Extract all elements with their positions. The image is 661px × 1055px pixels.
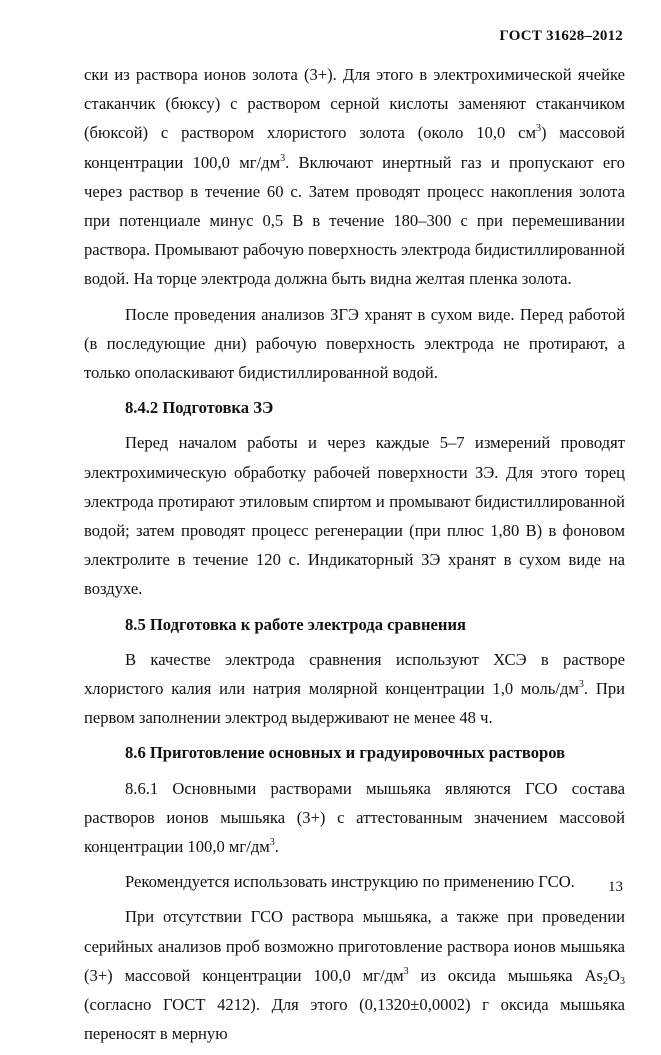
paragraph-recommendation: Рекомендуется использовать инструкцию по применению ГСО.: [125, 872, 575, 892]
page-number: 13: [608, 879, 623, 895]
paragraph-electrode-treatment: Перед началом работы и через каждые 5–7 измерений проводят электрохимическую обработку рабочей поверхности ЗЭ. Для этого торец электрода протирают этиловым спиртом и промывают бидистиллированной водой; затем проводят процесс регенерации (при плюс 1,80 В) в фоновом электролите в течение 120 с. Индикаторный ЗЭ хранят в сухом виде на воздухе.: [84, 433, 625, 599]
paragraph-storage: После проведения анализов ЗГЭ хранят в сухом виде. Перед работой (в последующие дни) рабочую поверхность электрода не протирают, а только ополаскивают бидистиллированной водой.: [84, 304, 625, 383]
section-heading-8-6: 8.6 Приготовление основных и градуировочных растворов: [125, 743, 566, 763]
paragraph-reference-electrode: В качестве электрода сравнения используют ХСЭ в растворе хлористого калия или натрия молярной концентрации 1,0 моль/$дм^3$. При первом заполнении электрод выдерживают не менее 48 ч.: [84, 649, 626, 728]
paragraph-8-6-1: 8.6.1 Основными растворами мышьяка являются ГСО состава растворов ионов мышьяка (3+) с аттестованным значением массовой концентрации 100,0 $мг/дм^3$.: [84, 778, 625, 857]
paragraph-gold-film: ски из раствора ионов золота (3+). Для этого в электрохимической ячейке стаканчик (бюксу) с раствором серной кислоты заменяют стаканчиком (бюксой) с раствором хлористого золота (около 10,0 $см^3$) массовой концентрации 100,0 $мг/дм^3$. Включают инертный газ и пропускают его через раствор в течение 60 с. Затем проводят процесс накопления золота при потенциале минус 0,5 В в течение 180–300 с при перемешивании раствора. Промывают рабочую поверхность электрода бидистиллированной водой. На торце электрода должна быть видна желтая пленка золота.: [84, 65, 625, 289]
paragraph-arsenic-preparation: При отсутствии ГСО раствора мышьяка, а также при проведении серийных анализов проб возможно приготовление раствора ионов мышьяка (3+) массовой концентрации 100,0 $мг/дм^3$ из оксида мышьяка $As_2O_3$ (согласно ГОСТ 4212). Для этого (0,1320±0,0002) г оксида мышьяка переносят в мерную: [84, 907, 625, 1044]
page-body: [84, 60, 625, 1055]
section-heading-8-5: 8.5 Подготовка к работе электрода сравнения: [125, 614, 467, 634]
document-code: ГОСТ 31628–2012: [499, 28, 623, 44]
section-heading-8-4-2: 8.4.2 Подготовка ЗЭ: [125, 398, 274, 418]
